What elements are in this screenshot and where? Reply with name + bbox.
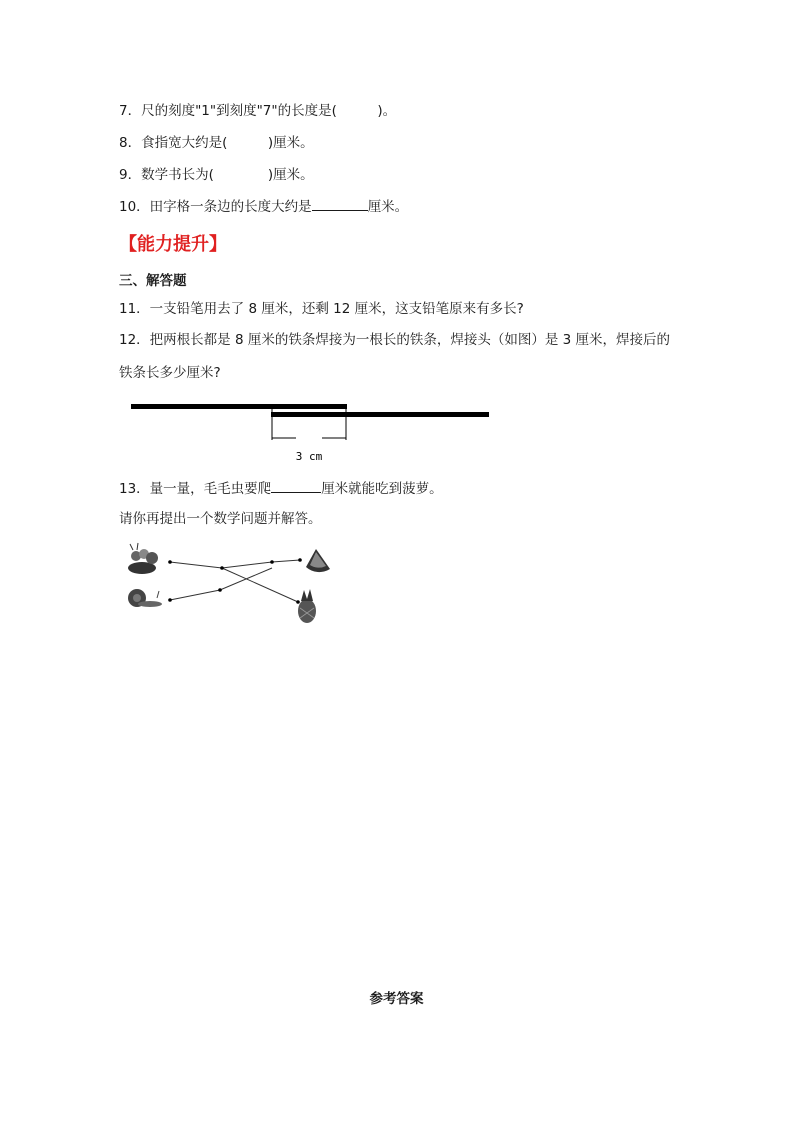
question-13-prompt: 请你再提出一个数学问题并解答。	[119, 511, 322, 527]
watermelon-icon	[306, 549, 330, 572]
question-8: 8．食指宽大约是( )厘米。	[119, 135, 314, 151]
question-11: 11．一支铅笔用去了 8 厘米，还剩 12 厘米，这支铅笔原来有多长?	[119, 301, 524, 317]
section-title: 【能力提升】	[119, 234, 227, 255]
answer-key-title: 参考答案	[369, 991, 424, 1007]
question-13-text: 13．量一量，毛毛虫要爬	[119, 481, 272, 497]
iron-bar-left	[131, 404, 347, 409]
iron-bar-right	[271, 412, 489, 417]
question-12-line2: 铁条长多少厘米?	[119, 365, 221, 381]
crawl-path-diagram	[124, 540, 336, 628]
question-10	[119, 197, 408, 216]
weld-diagram	[130, 400, 492, 466]
question-13-blank	[271, 479, 321, 493]
question-7: 7．尺的刻度"1"到刻度"7"的长度是( )。	[119, 103, 397, 119]
question-9: 9．数学书长为( )厘米。	[119, 167, 314, 183]
subsection-title: 三、解答题	[119, 273, 187, 289]
question-10-suffix: 厘米。	[367, 199, 409, 215]
weld-length-label: 3 cm	[295, 450, 323, 463]
pineapple-icon	[298, 589, 316, 623]
snail-icon	[128, 589, 162, 607]
question-13	[119, 479, 443, 498]
question-10-blank	[312, 197, 368, 211]
question-13-suffix: 厘米就能吃到菠萝。	[321, 481, 443, 497]
question-10-text: 10．田字格一条边的长度大约是	[119, 199, 312, 215]
question-12-line1: 12．把两根长都是 8 厘米的铁条焊接为一根长的铁条，焊接头（如图）是 3 厘米，焊接后的	[119, 332, 671, 348]
caterpillar-icon	[128, 543, 158, 574]
